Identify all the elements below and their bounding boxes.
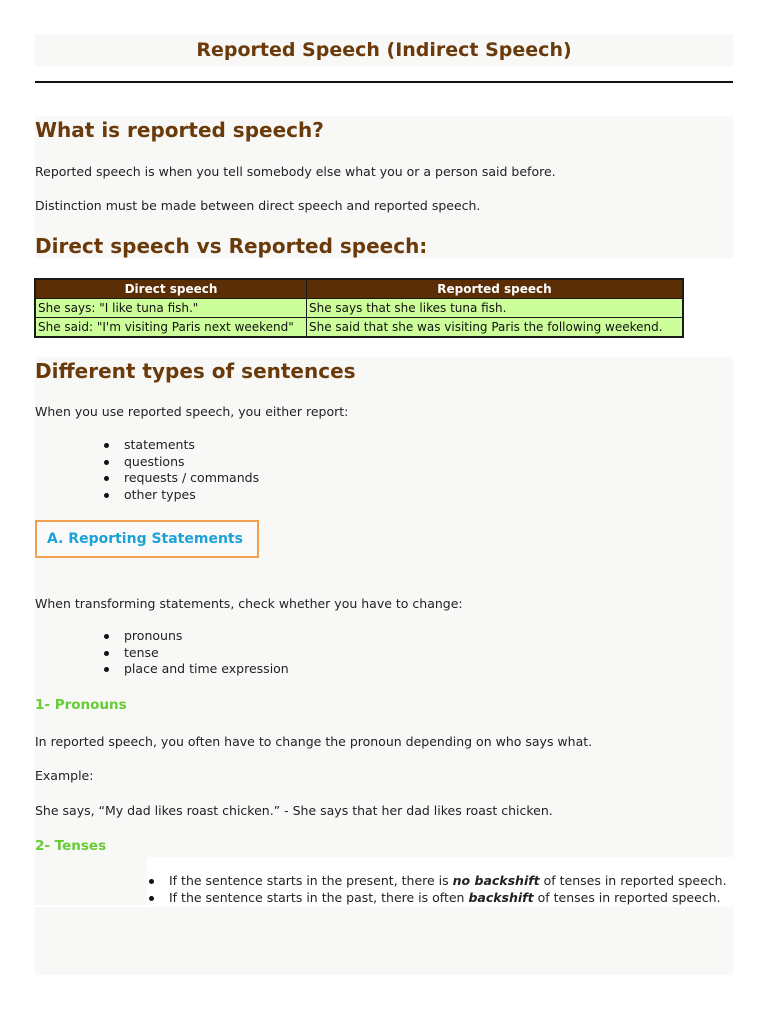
list-item: questions [102,454,259,471]
list-item: other types [102,487,259,504]
list-item: pronouns [102,628,289,645]
tenses-heading: 2- Tenses [35,838,107,854]
section-heading-what: What is reported speech? [35,118,324,142]
paragraph-transform-intro: When transforming statements, check whether you have to change: [35,596,463,611]
paragraph-pronouns: In reported speech, you often have to change the pronoun depending on who says what. [35,734,593,749]
emphasis-no-backshift: no backshift [452,873,540,888]
reporting-statements-heading: A. Reporting Statements [47,531,243,547]
table-cell-reported: She says that she likes tuna fish. [307,299,684,318]
title-divider [35,81,733,83]
table-row [35,299,683,318]
list-item: tense [102,645,289,662]
reporting-statements-box [35,520,259,558]
bullet-icon [104,667,109,672]
page-title: Reported Speech (Indirect Speech) [196,39,572,61]
table-cell-direct: She said: "I'm visiting Paris next weekend" [35,318,307,338]
section-heading-types: Different types of sentences [35,359,356,383]
section-heading-direct-vs-reported: Direct speech vs Reported speech: [35,234,428,258]
comparison-table [34,278,684,338]
paragraph-example-label: Example: [35,768,94,783]
bullet-icon [104,634,109,639]
table-row [35,318,683,338]
sentence-types-list [102,437,259,503]
changes-list [102,628,289,678]
table-cell-direct: She says: "I like tuna fish." [35,299,307,318]
pronouns-heading: 1- Pronouns [35,697,127,713]
emphasis-backshift: backshift [468,889,534,905]
bullet-icon [104,493,109,498]
list-item: place and time expression [102,661,289,678]
list-item: requests / commands [102,470,259,487]
bullet-icon [149,879,154,884]
bullet-icon [104,443,109,448]
table-cell-reported: She said that she was visiting Paris the following weekend. [307,318,684,338]
paragraph-definition: Reported speech is when you tell somebody else what you or a person said before. [35,164,556,179]
bullet-icon [104,476,109,481]
bullet-icon [104,651,109,656]
tenses-list [147,873,727,906]
paragraph-distinction: Distinction must be made between direct speech and reported speech. [35,198,481,213]
list-item: If the sentence starts in the present, there is no backshift of tenses in reported speech. [147,873,727,890]
table-header-row [35,279,683,299]
paragraph-types-intro: When you use reported speech, you either report: [35,404,349,419]
tenses-shade [35,855,147,905]
list-item: If the sentence starts in the past, there is often backshift of tenses in reported speech. [147,890,727,907]
table-header-direct: Direct speech [35,279,307,299]
table-header-reported: Reported speech [307,279,684,299]
bottom-panel [35,907,733,975]
title-bar [35,34,733,66]
bullet-icon [104,460,109,465]
paragraph-example: She says, “My dad likes roast chicken.” - She says that her dad likes roast chicken. [35,803,553,818]
bullet-icon [149,896,154,901]
list-item: statements [102,437,259,454]
